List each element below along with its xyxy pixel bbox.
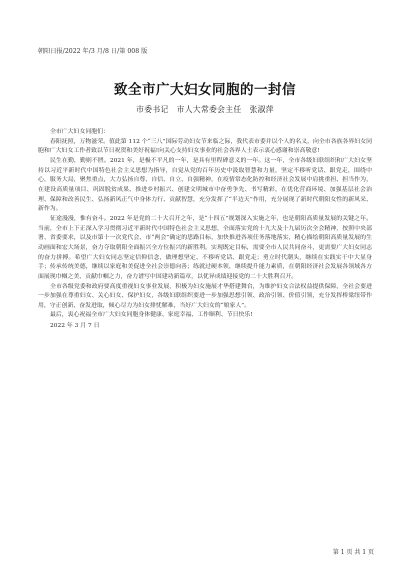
- publication-source-line: 朝阳日报/2022 年/3 月/8 日/第 008 版: [38, 48, 148, 55]
- body-paragraph: 最后，衷心祝福全市广大妇女同胞身体健康、家庭幸福、工作顺利、节日快乐!: [50, 312, 253, 319]
- page-footer: 第 1 页 共 1 页: [332, 549, 374, 556]
- letter-body: [38, 128, 372, 321]
- salutation: 全市广大妇女同胞们：: [50, 129, 109, 135]
- page-title: 致全市广大妇女同胞的一封信: [114, 82, 296, 98]
- body-paragraph: 征途漫漫，惟有奋斗。2022 年是党的二十大召开之年，是“十四五”规划深入实施之年，也是朝阳高质量发展的关键之年。当前，全市上下正深入学习贯彻习近平新时代中国特色社会主义思想，全面落实党的十九大及十九届历次全会精神，按照中央部署、省委要求，以及市第十一次党代会、市“两会”确定的思路目标，加快推进各项任务落地落实，精心描绘朝阳高质量发展的生动画面和宏大场景，奋力夺取朝阳全面振兴全方位振兴的新胜利。实现既定目标，需要全市人民共同奋斗，更需要广大妇女同志的奋力拼搏。希望广大妇女同志坚定信仰信念，做理想坚定、不移听党话、跟党走；勇立时代潮头，继续在实践实干中大显身手；传承传统美德，继续以家庭和美促进全社会崇德向善；练就过硬本领，继续提升能力素质，在朝阳经济社会发展各领域各方面展现巾帼之美、贡献巾帼之力，奋力谱写中国建功新篇章，以优异成绩迎接党的二十大胜利召开。: [38, 215, 372, 280]
- body-paragraph: 民生在勤，勤则不匮。2021 年，是极不平凡的一年，是具有里程碑意义的一年。这一年，全市各级妇联组织和广大妇女坚持以习近平新时代中国特色社会主义思想为指导，自觉从党的百年历史中汲取智慧和力量，坚定不移听党话、跟党走，围绕中心，服务大局，聚焦重点，大力弘扬自尊、自信、自立、自强精神，在疫情常态化防控和经济社会发展中肩挑重担、担当作为，在建设高质量项目、巩固脱贫成果、推进乡村振兴、创建文明城市中奋勇争先、书写精彩，在优化营商环境、加强基层社会治理、保障和改善民生、弘扬新风正气中身体力行、贡献智慧，充分发挥了“半边天”作用，充分展现了新时代朝阳女性的新风采、新作为。: [38, 157, 372, 213]
- body-paragraph: 全市各级党委和政府要高度重视妇女事业发展，积极为妇女施展才华搭建舞台，为维护妇女合法权益提供保障，全社会要进一步加强在尊重妇女、关心妇女、保护妇女，各级妇联组织要进一步加强思想引领、政治引领、价值引领，充分发挥桥梁纽带作用，守正创新、奋发进取，倾心尽力为妇女排忧解难，当好广大妇女的“娘家人”。: [38, 283, 372, 309]
- body-paragraph: 春阳抚照，万物滋荣。值此第 112 个“三八”国际劳动妇女节来临之际，我代表市委并以个人的名义，向全市各族各界妇女同胞和广大妇女工作者致以节日祝贺和美好祝福!向关心支持妇女事业的社会各界人士表示衷心感谢和崇高敬意!: [38, 138, 372, 155]
- letter-date: 2022 年 3 月 7 日: [50, 323, 100, 329]
- author-byline: 市委书记 市人大常委会主任 张淑萍: [136, 105, 274, 114]
